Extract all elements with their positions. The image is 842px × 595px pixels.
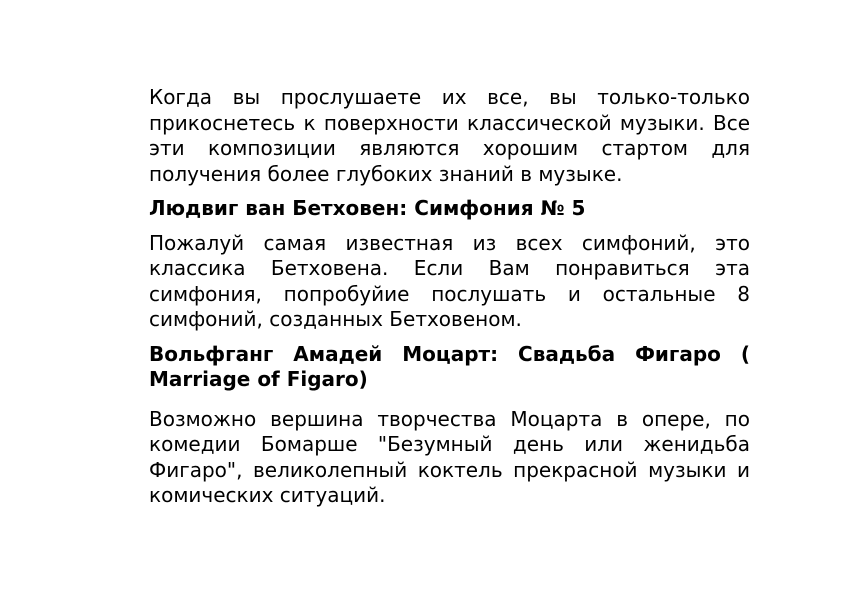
document-body: [149, 85, 750, 509]
section-heading-mozart: Вольфганг Амадей Моцарт: Свадьба Фигаро ( Marriage of Figaro): [149, 341, 750, 391]
section-heading-beethoven: Людвиг ван Бетховен: Симфония № 5: [149, 196, 586, 220]
section-text-beethoven: Пожалуй самая известная из всех симфоний, это классика Бетховена. Если Вам понравиться эта симфония, попробуйие послушать и остальные 8 симфоний, созданных Бетховеном.: [149, 230, 750, 331]
intro-paragraph: Когда вы прослушаете их все, вы только-только прикоснетесь к поверхности классической музыки. Все эти композиции являются хорошим стартом для получения более глубоких знаний в музыке.: [149, 85, 750, 186]
section-text-mozart: Возможно вершина творчества Моцарта в опере, по комедии Бомарше "Безумный день или женидьба Фигаро", великолепный коктель прекрасной музыки и комических ситуаций.: [149, 406, 750, 507]
